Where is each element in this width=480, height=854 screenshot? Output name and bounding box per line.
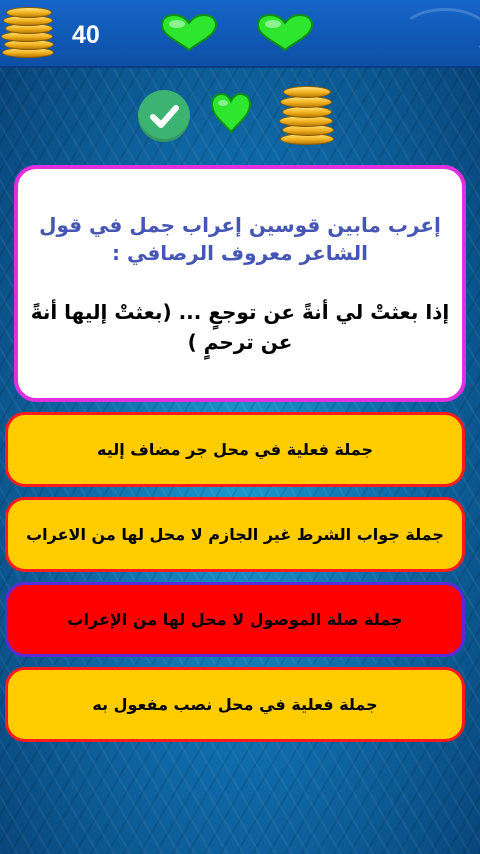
decorative-swirl <box>400 8 480 58</box>
answer-label: جملة فعلية في محل جر مضاف إليه <box>96 440 374 459</box>
coin-stack-icon <box>0 5 56 59</box>
answer-label: جملة صلة الموصول لا محل لها من الإعراب <box>67 610 403 629</box>
coin-stack-icon[interactable] <box>278 84 336 146</box>
green-heart-icon[interactable] <box>210 92 252 134</box>
question-title: إعرب مابين قوسين إعراب جمل في قول الشاعر معروف الرصافي : <box>39 213 441 265</box>
top-bar <box>0 0 480 68</box>
score-counter: 40 <box>72 21 100 49</box>
check-circle-icon[interactable] <box>138 90 190 142</box>
green-heart-icon <box>160 14 218 52</box>
question-verse: إذا بعثتْ لي أنةً عن توجعٍ ... (بعثتْ إليها أنةً عن ترحمٍ ) <box>30 300 450 354</box>
answer-option-4[interactable] <box>5 667 465 742</box>
answer-label: جملة فعلية في محل نصب مفعول به <box>92 695 378 714</box>
green-heart-icon <box>256 14 314 52</box>
answer-option-3[interactable] <box>5 582 465 657</box>
answer-option-2[interactable] <box>5 497 465 572</box>
answer-option-1[interactable] <box>5 412 465 487</box>
question-card <box>14 165 466 402</box>
answer-label: جملة جواب الشرط غير الجازم لا محل لها من الاعراب <box>26 525 444 544</box>
